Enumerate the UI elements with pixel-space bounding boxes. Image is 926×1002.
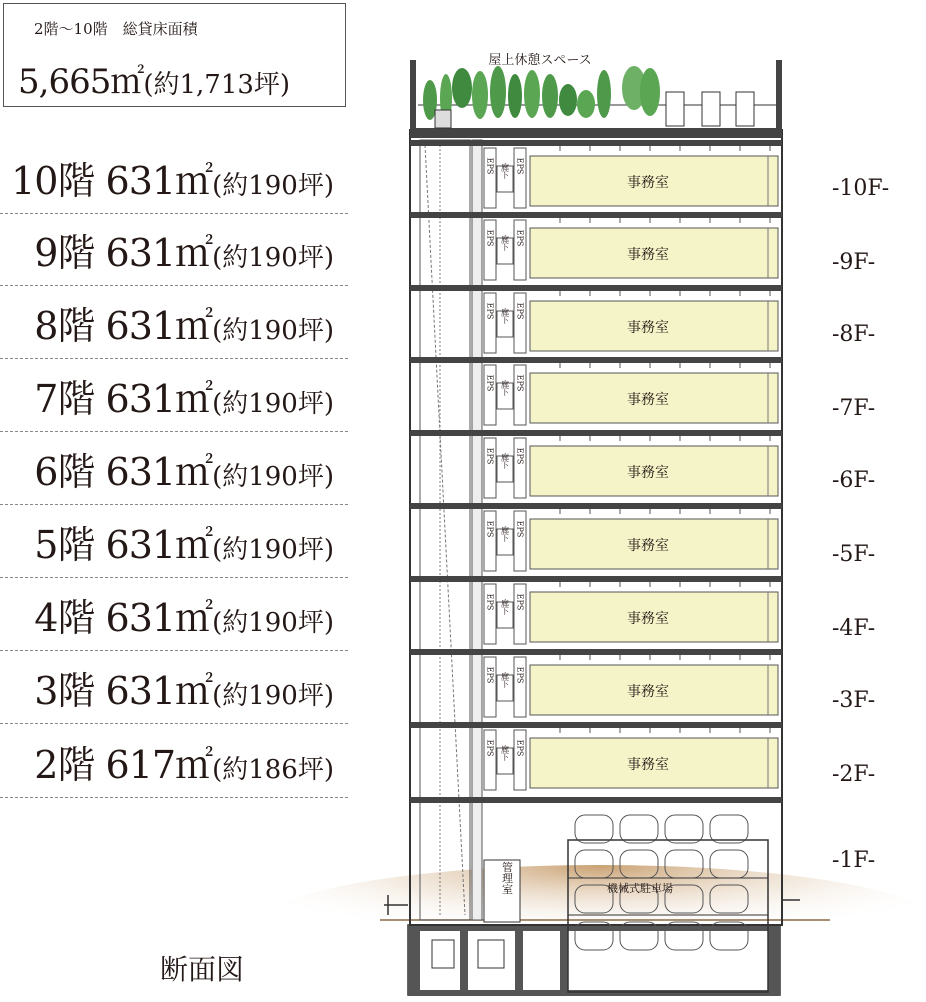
corridor-label: 廊下 <box>500 745 510 761</box>
eps-label: EPS <box>515 447 525 465</box>
floor-slab <box>410 357 782 363</box>
floor-slab <box>410 212 782 218</box>
floor-row-8: 8階 631㎡(約190坪) <box>0 287 348 359</box>
corridor-label: 廊下 <box>500 380 510 396</box>
office-room-label: 事務室 <box>627 538 669 554</box>
eps-label: EPS <box>485 302 495 320</box>
corridor-label: 廊下 <box>500 163 510 179</box>
eps-label: EPS <box>515 739 525 757</box>
office-room-label: 事務室 <box>627 611 669 627</box>
floor-slab <box>410 140 782 146</box>
roof-trees <box>423 66 660 122</box>
floor-slab <box>410 285 782 291</box>
eps-label: EPS <box>485 229 495 247</box>
office-room-label: 事務室 <box>627 684 669 700</box>
corridor-label: 廊下 <box>500 672 510 688</box>
floor-label-1: -1F- <box>832 848 876 873</box>
office-room-label: 事務室 <box>627 247 669 263</box>
floor-slab <box>410 430 782 436</box>
corridor-label: 廊下 <box>500 526 510 542</box>
corridor-label: 廊下 <box>500 235 510 251</box>
floor-row-9: 9階 631㎡(約190坪) <box>0 214 348 286</box>
corridor-label: 廊下 <box>500 308 510 324</box>
floor-label-8: -8F- <box>832 322 876 347</box>
floor-slab <box>410 797 782 803</box>
floor-label-10: -10F- <box>832 176 890 201</box>
floor-label-7: -7F- <box>832 396 876 421</box>
office-room-label: 事務室 <box>627 175 669 191</box>
eps-label: EPS <box>515 302 525 320</box>
office-room-label: 事務室 <box>627 320 669 336</box>
floor-row-7: 7階 631㎡(約190坪) <box>0 360 348 432</box>
parking-car <box>665 815 703 843</box>
eps-label: EPS <box>485 666 495 684</box>
eps-label: EPS <box>515 520 525 538</box>
eps-label: EPS <box>515 666 525 684</box>
eps-label: EPS <box>485 374 495 392</box>
floor-label-6: -6F- <box>832 468 876 493</box>
floor-label-4: -4F- <box>832 616 876 641</box>
floor-row-10: 10階 631㎡(約190坪) <box>0 142 348 214</box>
eps-label: EPS <box>515 229 525 247</box>
eps-label: EPS <box>485 739 495 757</box>
parking-car <box>620 815 658 843</box>
parking-car <box>710 815 748 843</box>
total-area-caption: 2階～10階 総貸床面積 <box>34 20 198 38</box>
eps-label: EPS <box>515 157 525 175</box>
diagram-caption: 断面図 <box>160 953 245 986</box>
eps-label: EPS <box>485 520 495 538</box>
office-room-label: 事務室 <box>627 757 669 773</box>
floor-slab <box>410 576 782 582</box>
eps-label: EPS <box>515 593 525 611</box>
floor-label-5: -5F- <box>832 542 876 567</box>
eps-label: EPS <box>485 593 495 611</box>
floor-label-2: -2F- <box>832 762 876 787</box>
manager-room-label: 管理室 <box>500 861 514 895</box>
parking-label: 機械式駐車場 <box>607 882 673 895</box>
corridor-label: 廊下 <box>500 453 510 469</box>
floor-row-4: 4階 631㎡(約190坪) <box>0 579 348 651</box>
floor-row-6: 6階 631㎡(約190坪) <box>0 433 348 505</box>
floor-slab <box>410 722 782 728</box>
office-room-label: 事務室 <box>627 465 669 481</box>
floor-row-5: 5階 631㎡(約190坪) <box>0 506 348 578</box>
corridor-label: 廊下 <box>500 599 510 615</box>
floors-group <box>410 140 782 803</box>
parking-car <box>575 815 613 843</box>
total-area-value: 5,665㎡(約1,713坪) <box>18 62 291 102</box>
eps-label: EPS <box>485 447 495 465</box>
floor-slab <box>410 503 782 509</box>
office-room-label: 事務室 <box>627 392 669 408</box>
floor-label-3: -3F- <box>832 688 876 713</box>
floor-row-3: 3階 631㎡(約190坪) <box>0 652 348 724</box>
floor-slab <box>410 649 782 655</box>
floor-row-2: 2階 617㎡(約186坪) <box>0 726 348 798</box>
eps-label: EPS <box>485 157 495 175</box>
eps-label: EPS <box>515 374 525 392</box>
floor-label-9: -9F- <box>832 250 876 275</box>
roof-label: 屋上休憩スペース <box>488 53 592 68</box>
